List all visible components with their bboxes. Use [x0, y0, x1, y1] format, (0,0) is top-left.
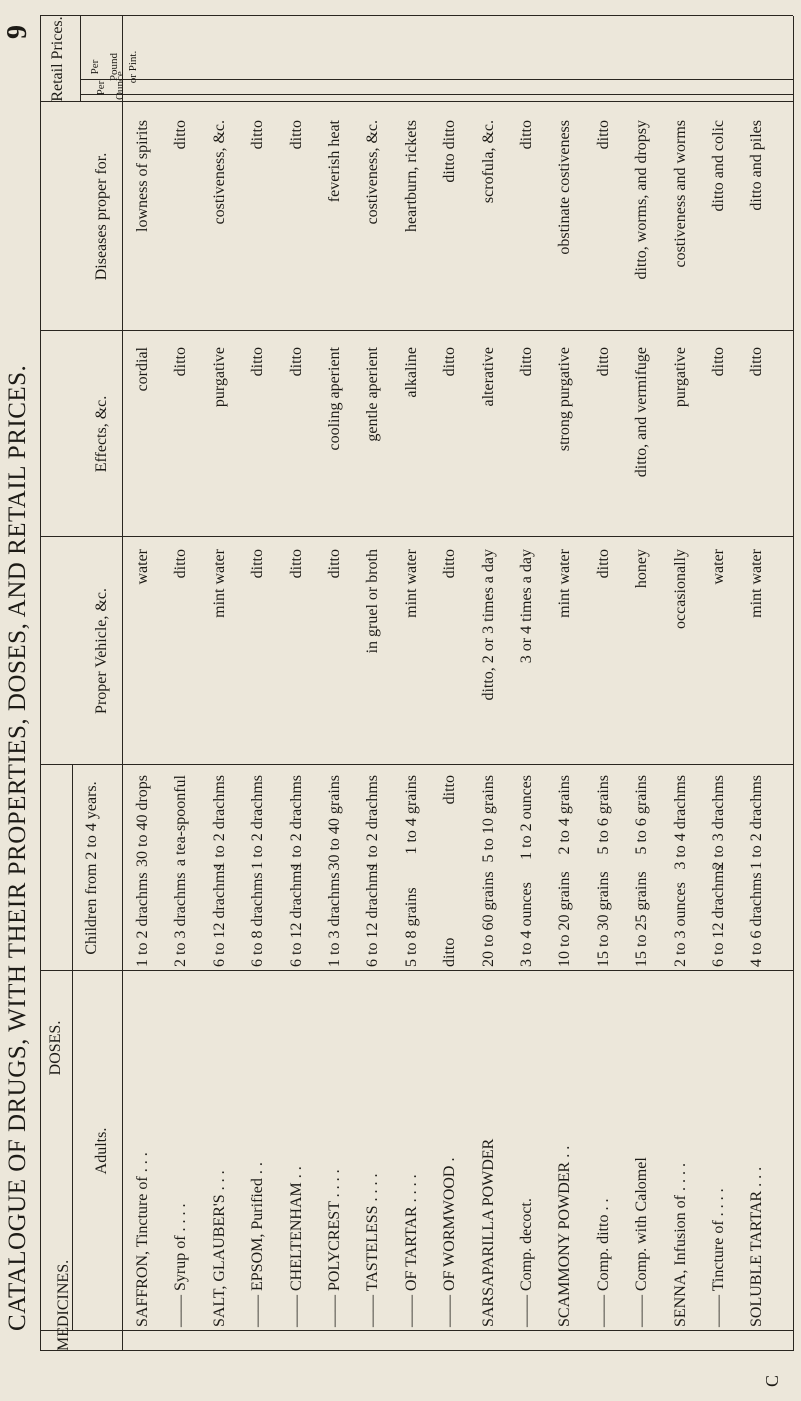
adult-dose: 1 to 2 drachms — [134, 872, 151, 967]
effects: ditto, and vermifuge — [633, 347, 651, 478]
medicine-name: —— CHELTENHAM . . — [287, 1166, 305, 1327]
proper-vehicle: honey — [633, 549, 651, 589]
child-dose: a tea-spoonful — [172, 775, 190, 867]
proper-vehicle: in gruel or broth — [364, 549, 382, 654]
retail-prices-heading: Retail Prices. — [49, 16, 66, 102]
adult-dose: 3 to 4 ounces — [518, 882, 535, 967]
child-dose: 1 to 2 drachms — [210, 775, 228, 870]
per-pound-heading: Per Pound or Pint. — [89, 50, 139, 84]
proper-vehicle: mint water — [748, 549, 766, 618]
adult-dose: 2 to 3 ounces — [671, 882, 689, 967]
medicine-name: —— POLYCREST . . . . — [326, 1169, 343, 1327]
effects: ditto — [287, 347, 305, 377]
adult-dose: 15 to 25 grains — [633, 871, 651, 967]
adult-dose: 6 to 12 drachms — [364, 864, 382, 967]
column-rule — [80, 79, 793, 80]
proper-vehicle: occasionally — [671, 549, 689, 629]
effects: purgative — [671, 347, 689, 408]
child-dose: 2 to 3 drachms — [710, 775, 727, 870]
proper-vehicle: water — [710, 549, 727, 585]
effects: strong purgative — [556, 347, 574, 452]
medicine-name: —— Comp. with Calomel — [633, 1157, 651, 1327]
column-rule — [80, 94, 793, 95]
adult-dose: 1 to 3 drachms — [326, 872, 343, 967]
effects: gentle aperient — [364, 347, 382, 442]
diseases: ditto, worms, and dropsy — [633, 120, 651, 280]
diseases: ditto and piles — [748, 120, 766, 211]
medicine-name: —— TASTELESS . . . . — [364, 1173, 382, 1327]
column-rule — [40, 330, 793, 331]
medicine-name: SENNA, Infusion of . . . . — [671, 1163, 689, 1327]
adult-dose: 6 to 8 drachms — [249, 872, 267, 967]
adult-dose: 6 to 12 drachms — [210, 864, 228, 967]
diseases: lowness of spirits — [134, 120, 151, 232]
proper-vehicle: ditto — [287, 549, 305, 579]
page-number: 9 — [2, 25, 33, 39]
doses-heading: DOSES. — [47, 1020, 64, 1076]
page-title: CATALOGUE OF DRUGS, WITH THEIR PROPERTIES, DOSES, AND RETAIL PRICES. — [4, 364, 31, 1331]
diseases-heading: Diseases proper for. — [93, 152, 110, 281]
header-rule — [122, 16, 123, 1351]
proper-vehicle: mint water — [556, 549, 574, 618]
adult-dose: 6 to 12 drachms — [287, 864, 305, 967]
child-dose: 5 to 6 grains — [594, 775, 612, 855]
medicine-name: SCAMMONY POWDER . . — [556, 1145, 574, 1327]
medicine-name: SALT, GLAUBER'S . . . — [210, 1170, 228, 1327]
effects: ditto — [748, 347, 766, 377]
column-rule — [40, 15, 793, 16]
effects: ditto — [710, 347, 727, 377]
per-ounce-heading: Per Ounce — [95, 71, 126, 100]
medicine-name: —— EPSOM, Purified . . — [249, 1162, 267, 1327]
diseases: obstinate costiveness — [556, 120, 574, 255]
diseases: ditto — [518, 120, 535, 150]
diseases: costiveness and worms — [671, 120, 689, 268]
effects: alterative — [479, 347, 497, 407]
adults-heading: Adults. — [93, 1127, 110, 1175]
column-rule — [40, 1330, 793, 1331]
table-bottom-rule — [793, 16, 794, 1351]
adult-dose: ditto — [441, 937, 459, 967]
effects: ditto — [249, 347, 267, 377]
medicines-heading: MEDICINES. — [55, 1259, 72, 1351]
prices-rule — [80, 16, 81, 102]
table-top-rule — [40, 16, 41, 1351]
effects: cordial — [134, 347, 151, 392]
doses-rule — [72, 765, 73, 1331]
effects: ditto — [441, 347, 459, 377]
diseases: ditto — [249, 120, 267, 150]
proper-vehicle: 3 or 4 times a day — [518, 549, 535, 664]
diseases: ditto and colic — [710, 120, 727, 212]
child-dose: 1 to 2 ounces — [518, 775, 535, 860]
adult-dose: 5 to 8 grains — [402, 887, 420, 967]
vehicle-heading: Proper Vehicle, &c. — [93, 588, 110, 714]
adult-dose: 20 to 60 grains — [479, 871, 497, 967]
diseases: ditto ditto — [441, 120, 459, 183]
medicine-name: SARSAPARILLA POWDER — [479, 1138, 497, 1327]
adult-dose: 10 to 20 grains — [556, 871, 574, 967]
child-dose: 1 to 2 drachms — [287, 775, 305, 870]
effects: cooling aperient — [326, 347, 343, 451]
effects-heading: Effects, &c. — [93, 395, 110, 473]
diseases: heartburn, rickets — [402, 120, 420, 232]
child-dose: 30 to 40 drops — [134, 775, 151, 867]
diseases: ditto — [594, 120, 612, 150]
adult-dose: 15 to 30 grains — [594, 871, 612, 967]
column-rule — [40, 970, 793, 971]
signature-mark: C — [762, 1374, 782, 1387]
proper-vehicle: ditto — [594, 549, 612, 579]
child-dose: 2 to 4 grains — [556, 775, 574, 855]
diseases: ditto — [172, 120, 190, 150]
medicine-name: —— Comp. decoct. — [518, 1198, 535, 1327]
diseases: costiveness, &c. — [210, 120, 228, 225]
medicine-name: —— Syrup of . . . . — [172, 1203, 190, 1327]
effects: ditto — [594, 347, 612, 377]
column-rule — [40, 1350, 793, 1351]
child-dose: 30 to 40 grains — [326, 775, 343, 871]
diseases: ditto — [287, 120, 305, 150]
diseases: feverish heat — [326, 120, 343, 203]
proper-vehicle: mint water — [210, 549, 228, 618]
child-dose: 1 to 2 drachms — [364, 775, 382, 870]
proper-vehicle: ditto, 2 or 3 times a day — [479, 549, 497, 701]
proper-vehicle: ditto — [249, 549, 267, 579]
proper-vehicle: mint water — [402, 549, 420, 618]
adult-dose: 4 to 6 drachms — [748, 872, 766, 967]
medicine-name: —— OF WORMWOOD . — [441, 1157, 459, 1327]
child-dose: 1 to 2 drachms — [748, 775, 766, 870]
effects: purgative — [210, 347, 228, 408]
child-dose: ditto — [441, 775, 459, 805]
effects: alkaline — [402, 347, 420, 398]
column-rule — [40, 536, 793, 537]
child-dose: 5 to 10 grains — [479, 775, 497, 863]
medicine-name: SOLUBLE TARTAR . . . — [748, 1166, 766, 1327]
medicine-name: SAFFRON, Tincture of . . . — [134, 1152, 151, 1327]
effects: ditto — [172, 347, 190, 377]
medicine-name: —— Tincture of . . . . — [710, 1188, 727, 1327]
child-dose: 1 to 4 grains — [402, 775, 420, 855]
adult-dose: 2 to 3 drachms — [172, 872, 190, 967]
medicine-name: —— OF TARTAR . . . . — [402, 1174, 420, 1327]
proper-vehicle: ditto — [172, 549, 190, 579]
child-dose: 1 to 2 drachms — [249, 775, 267, 870]
children-heading: Children from 2 to 4 years. — [83, 781, 100, 955]
diseases: scrofula, &c. — [479, 120, 497, 204]
child-dose: 5 to 6 grains — [633, 775, 651, 855]
effects: ditto — [518, 347, 535, 377]
diseases: costiveness, &c. — [364, 120, 382, 225]
proper-vehicle: ditto — [326, 549, 343, 579]
adult-dose: 6 to 12 drachms — [710, 864, 727, 967]
proper-vehicle: ditto — [441, 549, 459, 579]
medicine-name: —— Comp. ditto . . — [594, 1198, 612, 1327]
child-dose: 3 to 4 drachms — [671, 775, 689, 870]
column-rule — [40, 101, 793, 102]
proper-vehicle: water — [134, 549, 151, 585]
column-rule — [40, 764, 793, 765]
